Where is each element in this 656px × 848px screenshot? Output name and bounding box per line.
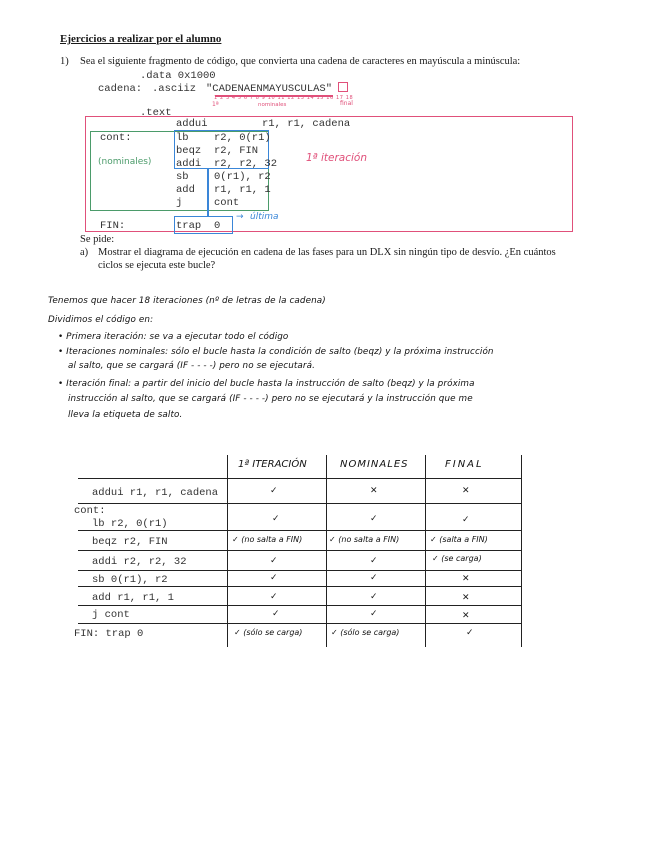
code-cadena-string: "CADENAENMAYUSCULAS" bbox=[206, 83, 333, 95]
table-cell: ✓ bbox=[370, 555, 378, 565]
code-args: r2, 0(r1) bbox=[214, 132, 271, 144]
table-cell: ✓ (sólo se carga) bbox=[331, 628, 400, 637]
table-hline bbox=[78, 623, 522, 624]
code-args: 0(r1), r2 bbox=[214, 171, 271, 183]
table-cell: ✓ bbox=[270, 485, 278, 495]
note-line-1: Tenemos que hacer 18 iteraciones (nº de letras de la cadena) bbox=[48, 296, 326, 306]
table-cell: ✓ (salta a FIN) bbox=[430, 535, 488, 544]
table-row-instr: cont: bbox=[74, 505, 106, 517]
connector-line bbox=[207, 169, 209, 216]
table-cell: ✓ (no salta a FIN) bbox=[232, 535, 303, 544]
note-bullet-2a: • Iteraciones nominales: sólo el bucle hasta la condición de salto (beqz) y la próxima instrucción bbox=[58, 347, 494, 357]
table-hline bbox=[78, 478, 522, 479]
table-cell: ✓ bbox=[270, 591, 278, 601]
table-hline bbox=[78, 530, 522, 531]
code-args: r1, r1, cadena bbox=[262, 118, 351, 130]
table-cell: ✓ bbox=[370, 608, 378, 618]
table-row-instr: beqz r2, FIN bbox=[92, 536, 168, 548]
se-pide: Se pide: bbox=[80, 234, 115, 245]
table-header: 1ª ITERACIÓN bbox=[238, 459, 307, 470]
table-hline bbox=[78, 550, 522, 551]
table-cell: ✕ bbox=[462, 592, 470, 602]
table-cell: ✕ bbox=[370, 485, 378, 495]
table-cell: ✓ bbox=[462, 514, 470, 524]
item-label: a) bbox=[80, 247, 89, 258]
code-cadena-directive: .asciiz bbox=[152, 83, 197, 95]
table-cell: ✓ (no salta a FIN) bbox=[329, 535, 400, 544]
table-row-instr: lb r2, 0(r1) bbox=[92, 518, 168, 530]
table-cell: ✕ bbox=[462, 610, 470, 620]
first-index-label: 1ª bbox=[212, 101, 219, 108]
table-cell: ✓ bbox=[270, 555, 278, 565]
nominales-annotation: (nominales) bbox=[98, 157, 152, 167]
item-text-1: Mostrar el diagrama de ejecución en cadena de las fases para un DLX sin ningún tipo de desvío. ¿En cuántos bbox=[98, 247, 556, 258]
final-char-box bbox=[338, 82, 348, 92]
char-indices: 1 2 3 4 5 6 7 8 9 10 11 12 13 14 15 16 17 18 bbox=[214, 95, 354, 101]
code-op: add bbox=[176, 184, 195, 196]
table-cell: ✓ bbox=[270, 572, 278, 582]
table-header: NOMINALES bbox=[340, 459, 409, 470]
question-intro: Sea el siguiente fragmento de código, que convierta una cadena de caracteres en mayúscula a minúscula: bbox=[80, 56, 521, 67]
code-op: j bbox=[176, 197, 183, 209]
table-row-instr: addi r2, r2, 32 bbox=[92, 556, 187, 568]
code-args: 0 bbox=[214, 220, 221, 232]
code-label: cont: bbox=[100, 132, 132, 144]
note-line-2: Dividimos el código en: bbox=[48, 315, 154, 325]
table-cell: ✕ bbox=[462, 485, 470, 495]
question-number: 1) bbox=[60, 56, 69, 67]
code-label: FIN: bbox=[100, 220, 126, 232]
note-bullet-3c: lleva la etiqueta de salto. bbox=[68, 410, 183, 420]
table-cell: ✓ (sólo se carga) bbox=[234, 628, 303, 637]
code-cadena-label: cadena: bbox=[98, 83, 143, 95]
table-vline bbox=[425, 455, 426, 647]
table-cell: ✓ bbox=[370, 591, 378, 601]
ultima-annotation: última bbox=[250, 212, 279, 222]
code-args: r2, FIN bbox=[214, 145, 259, 157]
code-op: trap bbox=[176, 220, 202, 232]
table-row-instr: sb 0(r1), r2 bbox=[92, 574, 168, 586]
table-vline bbox=[521, 455, 522, 647]
table-vline bbox=[326, 455, 327, 647]
table-cell: ✓ bbox=[370, 572, 378, 582]
arrow-glyph: → bbox=[236, 212, 244, 222]
table-row-instr: FIN: trap 0 bbox=[74, 628, 144, 640]
table-hline bbox=[78, 586, 522, 587]
code-op: addui bbox=[176, 118, 208, 130]
table-cell: ✓ bbox=[272, 608, 280, 618]
code-text-line: .text bbox=[140, 107, 172, 119]
note-bullet-3b: instrucción al salto, que se cargará (IF - - - -) pero no se ejecutará y la instrucción que me bbox=[68, 394, 473, 404]
table-row-instr: add r1, r1, 1 bbox=[92, 592, 174, 604]
page-title: Ejercicios a realizar por el alumno bbox=[60, 33, 222, 45]
table-cell: ✓ bbox=[272, 513, 280, 523]
table-row-instr: j cont bbox=[92, 609, 130, 621]
table-header: FINAL bbox=[445, 459, 484, 470]
final-label: final bbox=[340, 100, 353, 107]
code-args: r2, r2, 32 bbox=[214, 158, 278, 170]
item-text-2: ciclos se ejecuta este bucle? bbox=[98, 260, 216, 271]
code-data-line: .data 0x1000 bbox=[140, 70, 216, 82]
table-hline bbox=[78, 605, 522, 606]
note-bullet-3a: • Iteración final: a partir del inicio del bucle hasta la instrucción de salto (beqz) y la próxima bbox=[58, 379, 475, 389]
table-cell: ✕ bbox=[462, 573, 470, 583]
code-op: beqz bbox=[176, 145, 202, 157]
note-bullet-2b: al salto, que se cargará (IF - - - -) pero no se ejecutará. bbox=[68, 361, 316, 371]
code-op: addi bbox=[176, 158, 202, 170]
table-cell: ✓ (se carga) bbox=[432, 554, 482, 563]
code-args: r1, r1, 1 bbox=[214, 184, 271, 196]
primera-iteracion-annotation: 1ª iteración bbox=[306, 152, 367, 164]
table-row-instr: addui r1, r1, cadena bbox=[92, 487, 219, 499]
code-args: cont bbox=[214, 197, 240, 209]
nominales-under-label: nominales bbox=[258, 102, 287, 108]
note-bullet-1: • Primera iteración: se va a ejecutar todo el código bbox=[58, 332, 289, 342]
table-vline bbox=[227, 455, 228, 647]
code-op: sb bbox=[176, 171, 189, 183]
table-hline bbox=[78, 570, 522, 571]
table-cell: ✓ bbox=[466, 627, 474, 637]
table-hline bbox=[78, 503, 522, 504]
table-cell: ✓ bbox=[370, 513, 378, 523]
code-op: lb bbox=[176, 132, 189, 144]
